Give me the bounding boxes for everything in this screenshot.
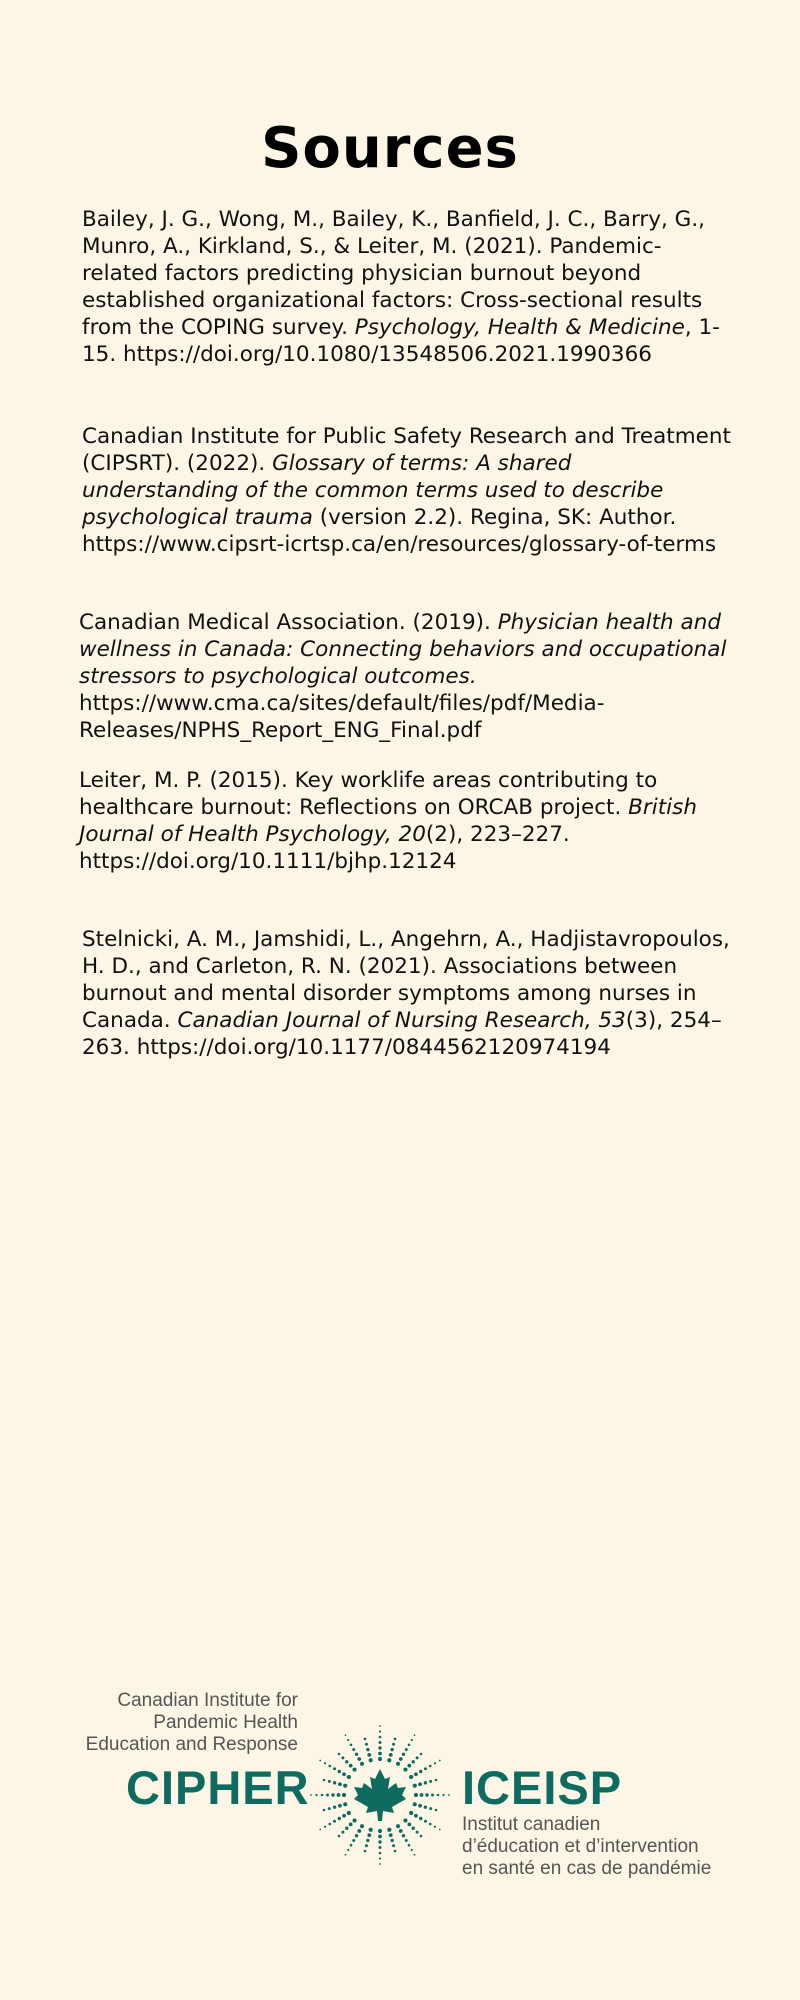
iceisp-acronym: ICEISP — [462, 1761, 623, 1814]
reference-details: (3), 254–263. https://doi.org/10.1177/0844562120974194 — [82, 1008, 722, 1060]
reference-source: Glossary of terms: A shared understanding of the common terms used to describe psychological trauma — [82, 451, 664, 530]
reference-text: Stelnicki, A. M., Jamshidi, L., Angehrn, A., Hadjistavropoulos, H. D., and Carleton, R. N. (2021). Associations between burnout and mental disorder symptoms among nurses in Canada. — [82, 927, 730, 1033]
cipher-iceisp-logo — [0, 1680, 800, 1900]
cipher-acronym: CIPHER — [126, 1761, 310, 1814]
iceisp-name-line: Institut canadien — [462, 1814, 601, 1835]
reference-details: (version 2.2). Regina, SK: Author. https://www.cipsrt-icrtsp.ca/en/resources/glossary-of-terms — [82, 505, 717, 557]
iceisp-full-name — [462, 1814, 711, 1880]
reference-text: Bailey, J. G., Wong, M., Bailey, K., Banfield, J. C., Barry, G., Munro, A., Kirkland, S., & Leiter, M. (2021). Pandemic-related factors predicting physician burnout beyond established organizational factors: Cross-sectional results from the COPING survey. — [82, 207, 705, 340]
reference-source: Psychology, Health & Medicine — [354, 315, 685, 340]
iceisp-name-line: en santé en cas de pandémie — [462, 1858, 712, 1879]
reference-text: Leiter, M. P. (2015). Key worklife areas contributing to healthcare burnout: Reflections on ORCAB project. — [79, 768, 658, 820]
reference-details: (2), 223–227. https://doi.org/10.1111/bjhp.12124 — [79, 822, 570, 874]
reference-source: Physician health and wellness in Canada: Connecting behaviors and occupational stressors to psychological outcomes. — [79, 610, 727, 689]
reference-item — [79, 767, 729, 875]
cipher-name-line: Canadian Institute for — [117, 1690, 298, 1711]
reference-details: , 1-15. https://doi.org/10.1080/13548506.2021.1990366 — [82, 315, 720, 367]
reference-text: Canadian Medical Association. (2019). — [79, 610, 498, 635]
iceisp-name-line: d’éducation et d’intervention — [462, 1836, 699, 1857]
reference-source: Canadian Journal of Nursing Research, 53 — [177, 1008, 626, 1033]
maple-leaf-sunburst-icon — [305, 1720, 455, 1870]
page-title: Sources — [261, 115, 519, 181]
reference-item — [79, 609, 729, 744]
reference-text: Canadian Institute for Public Safety Research and Treatment (CIPSRT). (2022). — [82, 424, 731, 476]
cipher-full-name — [86, 1690, 298, 1756]
cipher-name-line: Education and Response — [85, 1734, 298, 1755]
reference-details: https://www.cma.ca/sites/default/files/pdf/Media-Releases/NPHS_Report_ENG_Final.pdf — [79, 691, 605, 743]
reference-item — [82, 423, 732, 558]
reference-item — [82, 926, 732, 1061]
reference-source: British Journal of Health Psychology, 20 — [79, 795, 697, 847]
reference-item — [82, 206, 732, 368]
cipher-name-line: Pandemic Health — [153, 1712, 298, 1733]
